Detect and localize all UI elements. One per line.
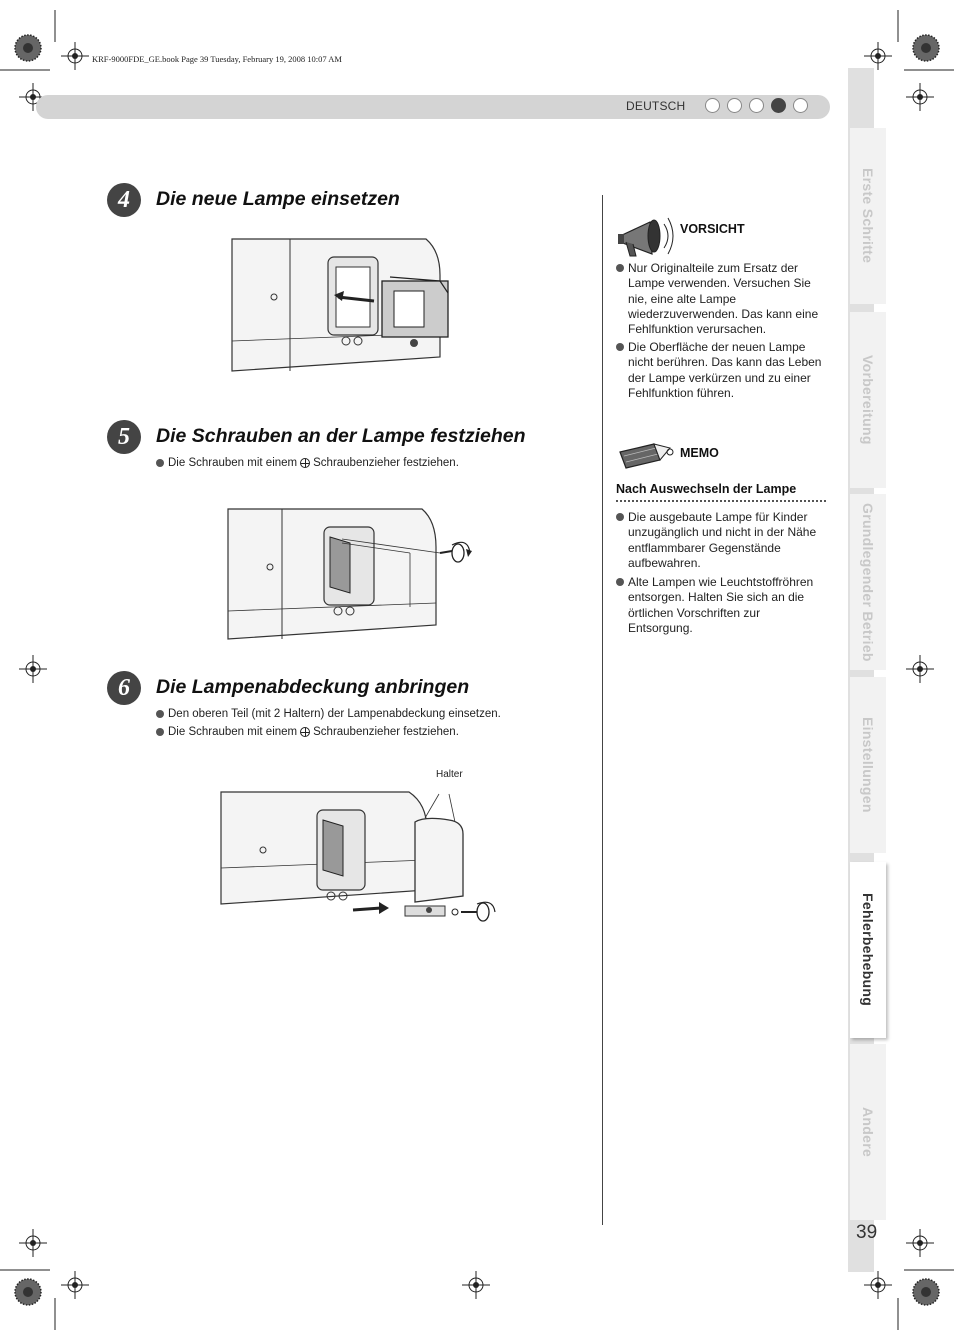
tab-fehlerbehebung[interactable] [850,862,886,1038]
page-number: 39 [856,1222,878,1243]
tab-vorbereitung[interactable] [850,312,886,488]
bullet-item: Den oberen Teil (mit 2 Haltern) der Lampenabdeckung einsetzen. [156,708,501,720]
bullet-icon [156,728,164,736]
caution-heading: VORSICHT [680,222,745,236]
language-label: DEUTSCH [626,99,686,113]
megaphone-icon [616,212,678,260]
memo-item: Alte Lampen wie Leuchtstoffröhren entsorgen. Halten Sie sich an die örtlichen Vorschriften zur Entsorgung. [616,575,828,636]
dotted-divider [616,500,826,502]
bullet-item: Die Schrauben mit einem Schraubenzieher festziehen. [156,726,459,738]
chapter-dot [793,98,808,113]
chapter-dot-active [771,98,786,113]
illustration-attach-cover [219,786,499,922]
memo-item: Die ausgebaute Lampe für Kinder unzugänglich und nicht in der Nähe entflammbarer Gegenstände aufbewahren. [616,510,828,571]
step-number: 5 [107,420,141,454]
bullet-icon [616,578,624,586]
caution-item: Nur Originalteile zum Ersatz der Lampe verwenden. Versuchen Sie nie, eine alte Lampe wiederzuverwenden. Das kann eine Fehlfunktion verursachen. [616,261,828,337]
tab-erste-schritte[interactable] [850,128,886,304]
phillips-screw-icon [300,458,310,468]
column-divider [602,195,603,1225]
bullet-icon [616,343,624,351]
halter-label: Halter [436,769,463,780]
bullet-icon [156,710,164,718]
memo-heading: MEMO [680,446,719,460]
tab-label: Einstellungen [860,717,876,813]
chapter-dot [749,98,764,113]
step-number: 4 [107,183,141,217]
memo-subheading: Nach Auswechseln der Lampe [616,482,797,496]
step-title: Die neue Lampe einsetzen [156,188,400,210]
illustration-tighten-screws [226,507,476,643]
illustration-insert-lamp [230,237,462,373]
tab-label: Vorbereitung [860,355,876,445]
bullet-icon [616,513,624,521]
tab-label: Erste Schritte [860,168,876,264]
book-info: KRF-9000FDE_GE.book Page 39 Tuesday, February 19, 2008 10:07 AM [92,54,342,64]
tab-einstellungen[interactable] [850,677,886,853]
step-number: 6 [107,671,141,705]
step-title: Die Schrauben an der Lampe festziehen [156,425,526,447]
pencil-icon [618,438,678,472]
bullet-icon [616,264,624,272]
chapter-indicator [705,98,808,113]
tab-grundlegender-betrieb[interactable] [850,494,886,670]
step-title: Die Lampenabdeckung anbringen [156,676,470,698]
chapter-dot [727,98,742,113]
caution-item: Die Oberfläche der neuen Lampe nicht berühren. Das kann das Leben der Lampe verkürzen und zu einer Fehlfunktion führen. [616,340,828,401]
tab-label: Fehlerbehebung [860,893,876,1007]
tab-label: Andere [860,1106,876,1158]
tab-andere[interactable] [850,1044,886,1220]
bullet-icon [156,459,164,467]
chapter-dot [705,98,720,113]
bullet-item: Die Schrauben mit einem Schraubenzieher festziehen. [156,457,459,469]
phillips-screw-icon [300,727,310,737]
tab-label: Grundlegender Betrieb [860,502,876,662]
